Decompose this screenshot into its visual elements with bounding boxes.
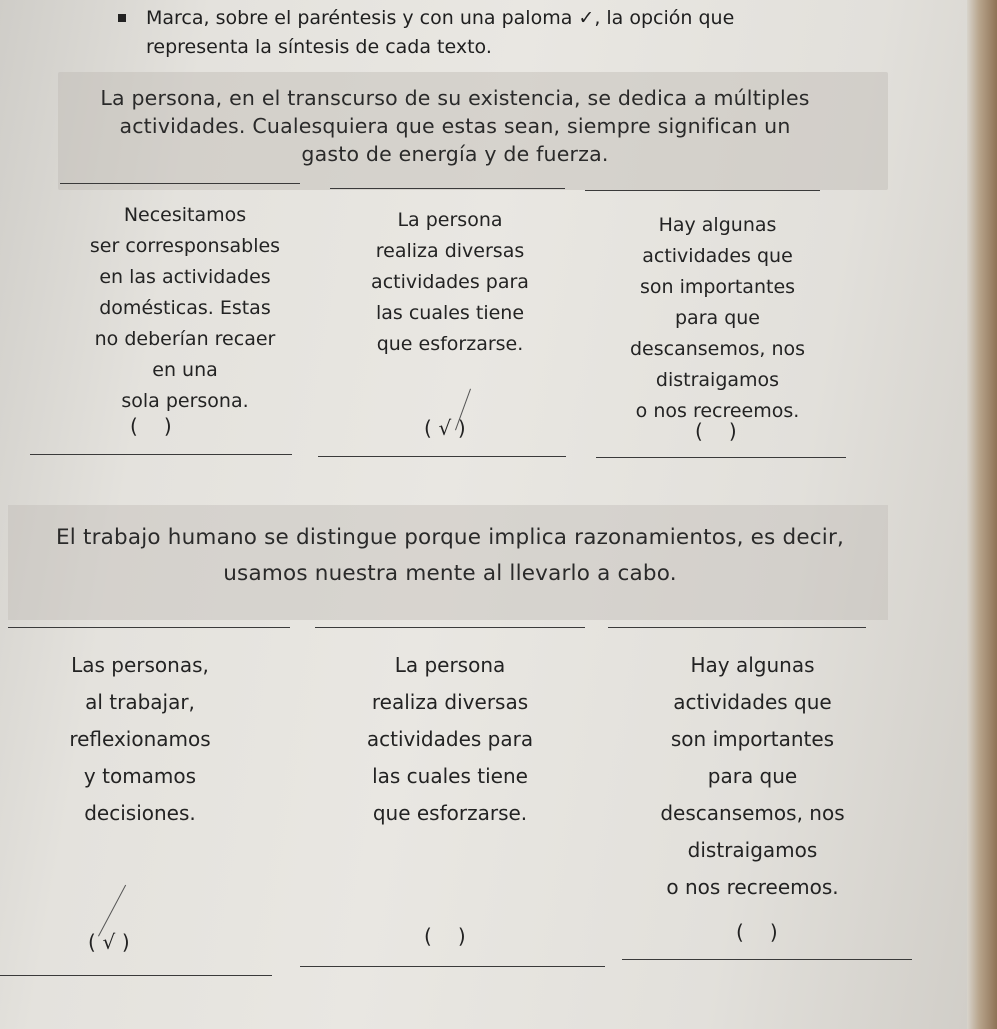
option-line: que esforzarse. [372, 801, 528, 825]
option-line: sola persona. [121, 390, 249, 412]
section2-option-1[interactable] [20, 647, 260, 832]
option-line: actividades para [371, 271, 529, 293]
option-line: Hay algunas [658, 214, 777, 236]
option-line: distraigamos [655, 369, 780, 391]
answer-box-3[interactable]: ( ) [695, 419, 737, 443]
bullet-icon [118, 14, 126, 22]
answer-box-5[interactable]: ( ) [424, 924, 466, 948]
option-line: para que [675, 307, 760, 329]
section2-paragraph: El trabajo humano se distingue porque implica razonamientos, es decir, usamos nuestra mente al llevarlo a cabo. [55, 525, 845, 586]
option-line: Hay algunas [690, 653, 815, 677]
divider-line [585, 190, 820, 191]
answer-box-2[interactable]: ( √ ) [424, 416, 466, 440]
option-line: al trabajar, [85, 690, 195, 714]
option-line: realiza diversas [371, 690, 529, 714]
option-line: en una [152, 359, 218, 381]
option-line: Las personas, [71, 653, 209, 677]
section1-option-1[interactable] [40, 200, 330, 417]
option-line: o nos recreemos. [635, 400, 800, 422]
option-line: las cuales tiene [372, 764, 528, 788]
option-line: distraigamos [687, 838, 818, 862]
check-mark-icon: √ [102, 930, 116, 954]
section2-option-2[interactable] [325, 647, 575, 832]
option-line: no deberían recaer [94, 328, 276, 350]
answer-line [318, 456, 566, 457]
answer-line [0, 975, 272, 976]
option-line: en las actividades [99, 266, 271, 288]
option-line: realiza diversas [375, 240, 525, 262]
option-line: descansemos, nos [629, 338, 806, 360]
section1-option-3[interactable] [590, 210, 845, 427]
divider-line [60, 183, 300, 184]
divider-line [608, 627, 866, 628]
answer-line [596, 457, 846, 458]
answer-box-4[interactable]: ( √ ) [88, 930, 130, 954]
option-line: actividades que [673, 690, 832, 714]
option-line: actividades para [366, 727, 534, 751]
option-line: descansemos, nos [660, 801, 845, 825]
section1-paragraph: La persona, en el transcurso de su existencia, se dedica a múltiples actividades. Cualesquiera que estas sean, siempre significan un gasto de energía y de fuerza. [100, 86, 810, 166]
option-line: actividades que [642, 245, 793, 267]
option-line: La persona [397, 209, 503, 231]
divider-line [330, 188, 565, 189]
book-edge [967, 0, 997, 1029]
option-line: que esforzarse. [376, 333, 524, 355]
divider-line [315, 627, 585, 628]
section1-option-2[interactable] [325, 205, 575, 360]
option-line: decisiones. [84, 801, 196, 825]
option-line: son importantes [639, 276, 796, 298]
answer-box-6[interactable]: ( ) [736, 920, 778, 944]
option-line: las cuales tiene [375, 302, 525, 324]
option-line: son importantes [670, 727, 835, 751]
option-line: o nos recreemos. [666, 875, 839, 899]
answer-line [300, 966, 605, 967]
option-line: Necesitamos [123, 204, 247, 226]
option-line: para que [707, 764, 798, 788]
option-line: La persona [394, 653, 506, 677]
check-mark-icon: √ [438, 416, 452, 440]
option-line: domésticas. Estas [99, 297, 271, 319]
answer-box-1[interactable]: ( ) [130, 414, 172, 438]
instruction-text: Marca, sobre el paréntesis y con una paloma ✓, la opción que representa la síntesis de cada texto. [146, 7, 735, 58]
option-line: reflexionamos [69, 727, 211, 751]
option-line: ser corresponsables [89, 235, 281, 257]
answer-line [30, 454, 292, 455]
option-line: y tomamos [83, 764, 197, 788]
answer-line [622, 959, 912, 960]
divider-line [8, 627, 290, 628]
section2-option-3[interactable] [620, 647, 885, 906]
